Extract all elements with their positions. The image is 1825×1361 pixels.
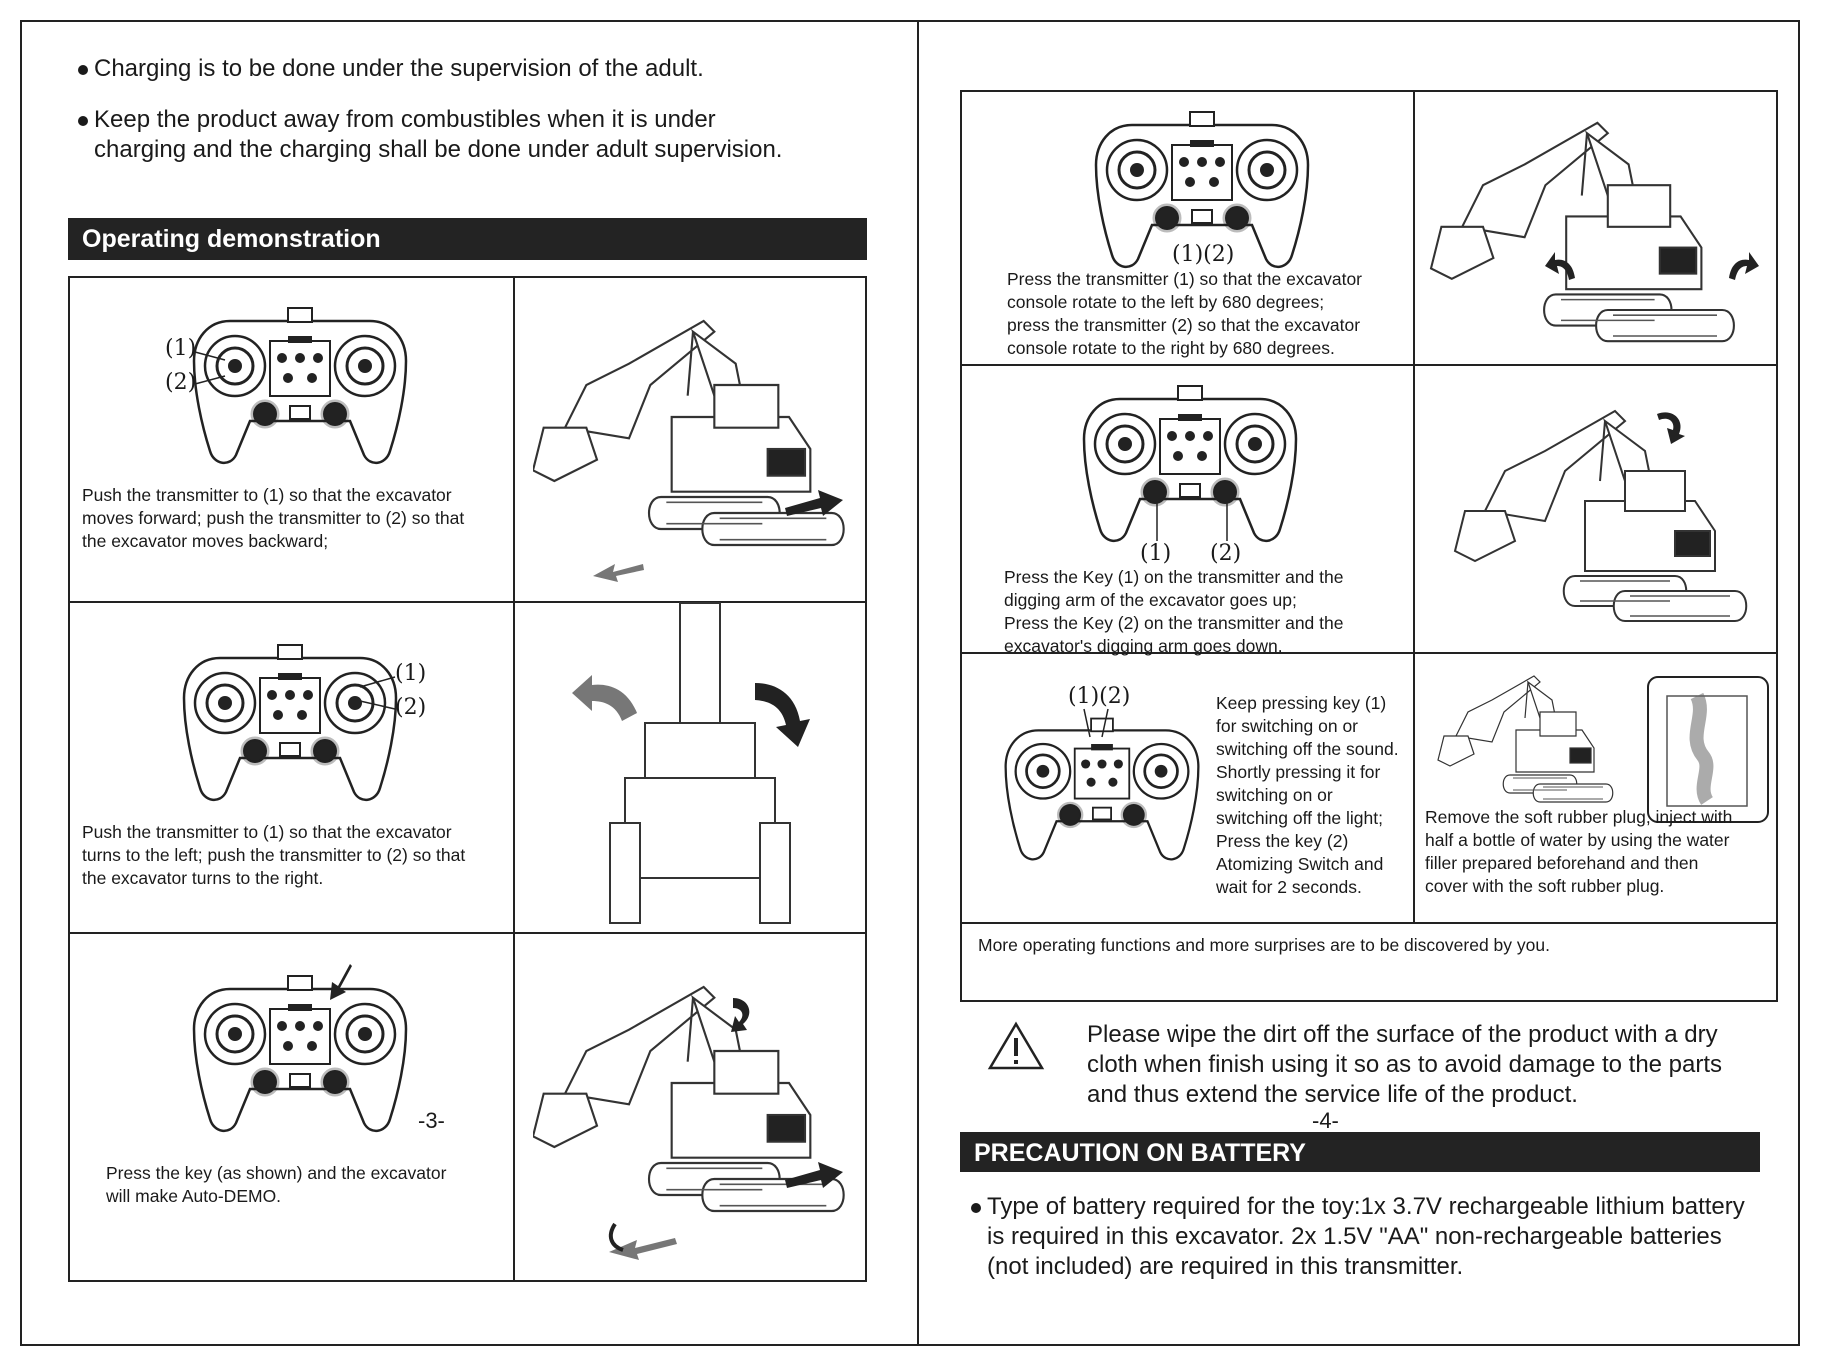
demo-image-water [1415,654,1776,922]
label-1: (1) [165,336,197,361]
bullet-dot-icon [78,65,88,75]
rotate-arrow-icon [727,994,757,1034]
page-number: -3- [418,1108,445,1133]
demo-caption: Remove the soft rubber plug, inject with half a bottle of water by using the water filler prepared beforehand and then cover with the soft rubber plug. [1425,807,1733,896]
bullet-charging-supervision [78,54,704,84]
rotate-right-arrow-icon [1725,252,1760,282]
transmitter-icon [190,306,410,476]
section-title-operating: Operating demonstration [68,218,867,260]
bullet-dot-icon [78,116,88,126]
demo-caption: Push the transmitter to (1) so that the excavator turns to the left; push the transmitter to (2) so that the excavator turns to the right. [82,822,466,888]
grid-divider [962,922,1776,924]
bullet-battery [971,1192,1745,1282]
operating-grid-right [960,90,1778,1002]
excavator-illustration [1423,664,1633,814]
transmitter-icon [180,643,400,813]
demo-caption: Keep pressing key (1) for switching on or switching off the sound. Shortly pressing it for switching on or switching off the light; Press the key (2) Atomizing Switch and wait for 2 seconds. [1216,693,1399,897]
water-tank-detail [1647,676,1769,826]
page-left [20,20,917,1346]
label-1: (1) [1140,541,1172,566]
excavator-rear-illustration [535,603,855,928]
demo-row-arm [962,366,1413,656]
demo-image-turn [515,603,865,932]
demo-row-forward-backward [70,278,513,601]
page-number: -4- [1312,1108,1339,1133]
demo-row-console-rotate [962,92,1413,364]
transmitter-icon [190,974,410,1144]
demo-row-turn [70,603,513,932]
bullet-text: Charging is to be done under the supervision of the adult. [94,55,704,82]
press-arrow-icon [325,964,355,1004]
bullet-combustibles [78,105,782,165]
rotate-arrow-icon [1653,406,1688,441]
demo-image-auto-demo [515,934,865,1280]
pointer-lines [195,348,235,388]
warning-triangle-icon [988,1022,1044,1070]
demo-image-forward-backward [515,278,865,601]
demo-caption: Press the key (as shown) and the excavator will make Auto-DEMO. [106,1163,447,1206]
backward-arrow-icon [593,558,653,583]
label-1-2: (1)(2) [1172,242,1235,267]
demo-caption: Press the transmitter (1) so that the excavator console rotate to the left by 680 degrees; press the transmitter (2) so that the excavator console rotate to the right by 680 degrees. [1007,269,1363,358]
excavator-illustration [1427,102,1747,362]
warning-text: Please wipe the dirt off the surface of the product with a dry cloth when finish using it so as to avoid damage to the parts and thus extend the service life of the product. [1087,1021,1723,1108]
excavator-illustration [533,298,853,568]
label-2: (2) [1210,541,1242,566]
label-1: (1) [395,661,427,686]
footer-note: More operating functions and more surprises are to be discovered by you. [978,935,1550,955]
demo-caption: Press the Key (1) on the transmitter and the digging arm of the excavator goes up; Press the Key (2) on the transmitter and the excavator's digging arm goes down. [1004,567,1344,656]
label-2: (2) [395,695,427,720]
bullet-text: Keep the product away from combustibles when it is under charging and the charging shall be done under adult supervision. [94,106,783,163]
pointer-lines [1152,501,1242,546]
pointer-lines [1080,709,1120,739]
demo-row-auto-demo [70,934,513,1280]
excavator-illustration [1445,391,1765,641]
bullet-dot-icon [971,1203,981,1213]
demo-image-console-rotate [1415,92,1776,364]
section-title-battery: PRECAUTION ON BATTERY [960,1132,1760,1172]
excavator-illustration [533,964,853,1234]
demo-caption: Push the transmitter to (1) so that the excavator moves forward; push the transmitter to (2) so that the excavator moves backward; [82,485,465,551]
backward-arrow-icon [605,1224,695,1274]
page-right [919,20,1800,1346]
operating-grid [68,276,867,1282]
forward-arrow-icon [785,1162,845,1192]
demo-row-sound-light [962,654,1413,922]
demo-image-arm [1415,366,1776,652]
bullet-text: Type of battery required for the toy:1x 3.7V rechargeable lithium battery is required in this excavator. 2x 1.5V "AA" non-rechargeable batteries (not included) are required in this transmitter. [987,1193,1745,1280]
forward-arrow-icon [785,490,845,520]
rotate-left-arrow-icon [1545,252,1580,282]
label-2: (2) [165,370,197,395]
label-1-2: (1)(2) [1068,684,1131,709]
pointer-lines [355,673,400,713]
